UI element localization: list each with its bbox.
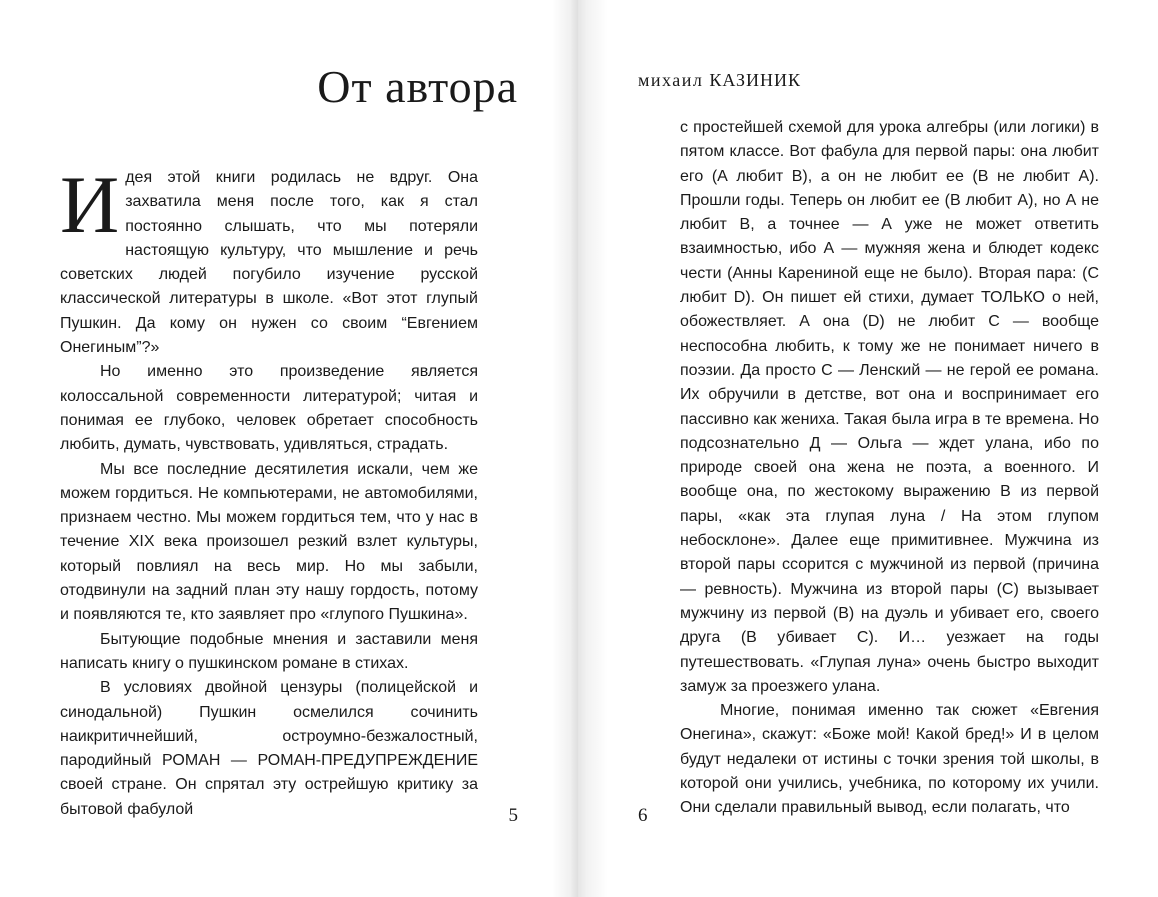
right-paragraph-2: Многие, понимая именно так сюжет «Евгения Онегина», скажут: «Боже мой! Какой бред!» И в целом будут недалеки от истины с точки зрения той школы, в которой они учились, учебника, по которому их учили. Они сделали правильный вывод, если полагать, что	[680, 702, 1099, 817]
paragraph-3: Мы все последние десятилетия искали, чем же можем гордиться. Не компьютерами, не автомобилями, признаем честно. Мы можем гордиться тем, что у нас в течение XIX века произошел резкий взлет культуры, который повлиял на весь мир. Но мы забыли, отодвинули на задний план эту нашу гордость, потому и появляются те, кто заявляет про «глупого Пушкина».	[60, 460, 478, 624]
paragraph-1	[60, 159, 478, 360]
left-page-body	[60, 159, 478, 822]
running-head	[638, 70, 801, 92]
chapter-title: От автора	[317, 61, 518, 112]
dropcap: И	[60, 159, 120, 250]
left-page	[0, 0, 578, 897]
paragraph-4: Бытующие подобные мнения и заставили меня написать книгу о пушкинском романе в стихах.	[60, 630, 478, 672]
running-head-last-name: КАЗИНИК	[709, 70, 801, 90]
paragraph-5: В условиях двойной цензуры (полицейской и синодальной) Пушкин осмелился сочинить наикритичнейший, остроумно-безжалостный, пародийный РОМАН — РОМАН-ПРЕДУПРЕЖДЕНИЕ своей стране. Он спрятал эту острейшую критику за бытовой фабулой	[60, 679, 478, 818]
gutter-shadow-left	[552, 0, 578, 897]
running-head-first-name: михаил	[638, 70, 704, 90]
right-paragraph-1: с простейшей схемой для урока алгебры (или логики) в пятом классе. Вот фабула для первой пары: она любит его (А любит В), а он не любит ее (В не любит А). Прошли годы. Теперь он любит ее (В любит А), но А не любит В, а точнее — А уже не может ответить взаимностью, ибо А — мужняя жена и блюдет кодекс чести (Анны Карениной еще не было). Вторая пара: (С любит D). Он пишет ей стихи, думает ТОЛЬКО о ней, обожествляет. А она (D) не любит С — вообще неспособна любить, к тому же не понимает ничего в поэзии. Да просто С — Ленский — не герой ее романа. Их обручили в детстве, вот она и воспринимает его пассивно как жениха. Такая была игра в те времена. Но подсознательно Д — Ольга — ждет улана, ибо по природе своей она жена не поэта, а военного. И вообще она, по жестокому выражению В из первой пары, «как эта глупая луна / На этом глупом небосклоне». Далее еще примитивнее. Мужчина из второй пары ссорится с мужчиной из первой (причина — ревность). Мужчина из второй пары (С) вызывает мужчину из первой (В) на дуэль и убивает его, своего друга (В убивает С). И… уезжает на годы путешествовать. «Глупая луна» очень быстро выходит замуж за проезжего улана.	[680, 119, 1099, 695]
paragraph-1-text: дея этой книги родилась не вдруг. Она захватила меня после того, как я стал постоянно слышать, что мы потеряли настоящую культуру, что мышление и речь советских людей погубило изучение русской классической литературы в школе. «Вот этот глупый Пушкин. Да кому он нужен со своим “Евгением Онегиным”?»	[60, 169, 478, 357]
page-number-right: 6	[638, 805, 648, 826]
right-page-body	[680, 116, 1099, 821]
paragraph-2: Но именно это произведение является колоссальной современности литературой; читая и понимая ее глубоко, человек обретает способность любить, думать, чувствовать, удивляться, страдать.	[60, 363, 478, 454]
page-number-left: 5	[508, 805, 518, 826]
gutter-shadow-right	[578, 0, 608, 897]
